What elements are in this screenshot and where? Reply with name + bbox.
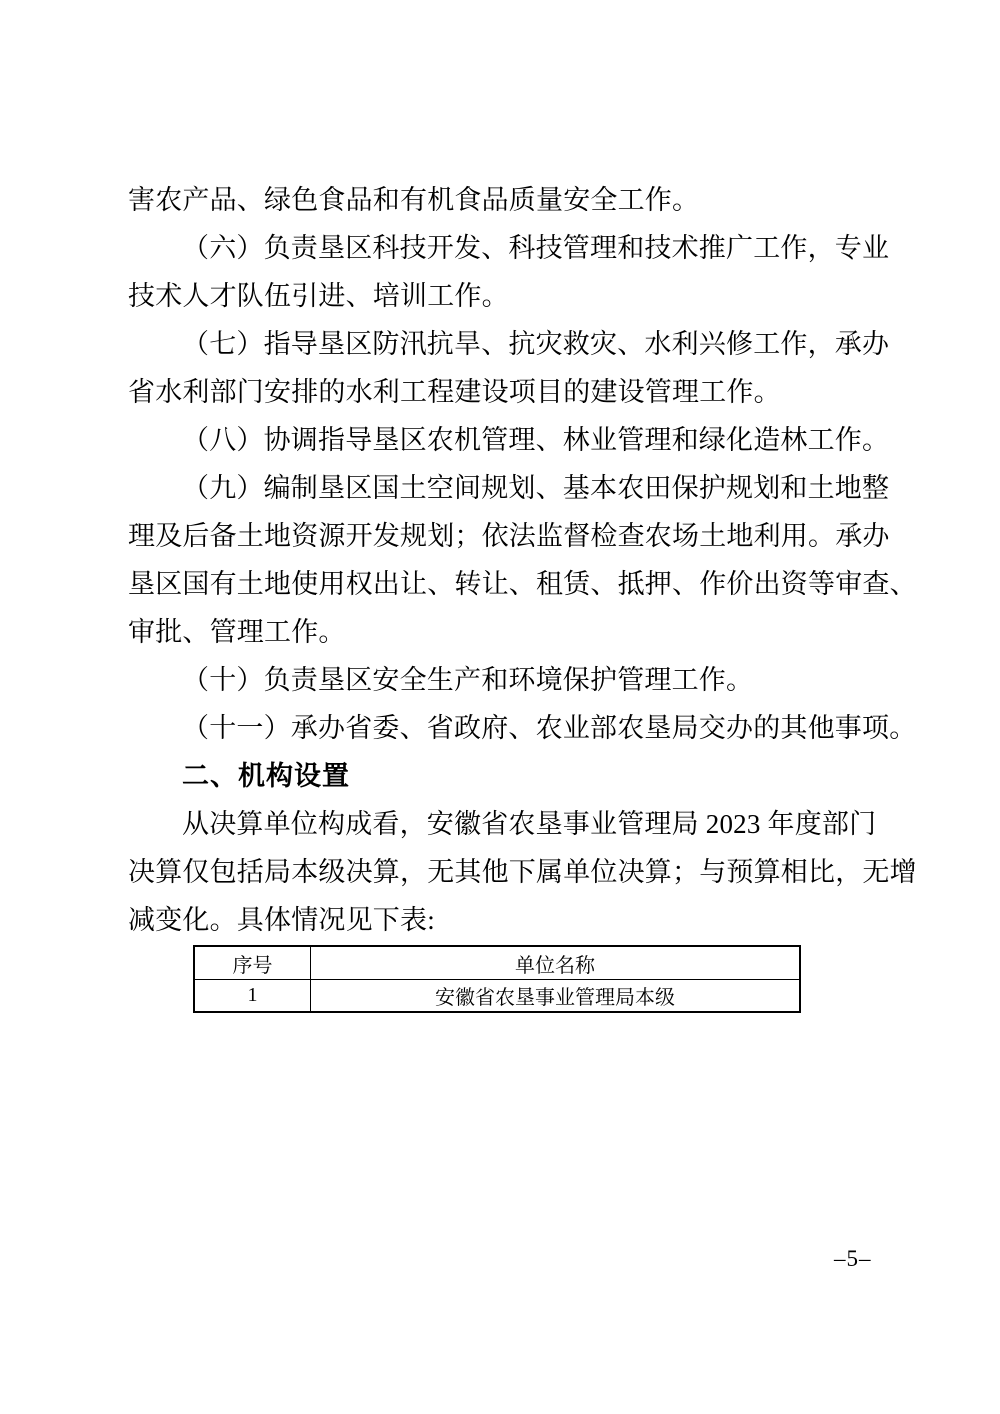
table-header-name: 单位名称: [311, 946, 801, 980]
section-heading-organization-setup: 二、机构设置: [182, 761, 350, 791]
text-line-item-6: （六）负责垦区科技开发、科技管理和技术推广工作，专业: [182, 233, 890, 263]
unit-table-container: [193, 945, 801, 1013]
table-cell-seq: 1: [194, 980, 311, 1013]
text-line: 理及后备土地资源开发规划；依法监督检查农场土地利用。承办: [128, 521, 890, 551]
table-header-seq: 序号: [194, 946, 311, 980]
text-line-item-11: （十一）承办省委、省政府、农业部农垦局交办的其他事项。: [182, 713, 917, 743]
text-line: 垦区国有土地使用权出让、转让、租赁、抵押、作价出资等审查、: [128, 569, 917, 599]
table-row: [194, 980, 800, 1013]
table-header-row: [194, 946, 800, 980]
unit-table: [193, 945, 801, 1013]
text-line: 决算仅包括局本级决算，无其他下属单位决算；与预算相比，无增: [128, 857, 917, 887]
text-line: 审批、管理工作。: [128, 617, 346, 647]
text-line: 省水利部门安排的水利工程建设项目的建设管理工作。: [128, 377, 781, 407]
page-number: –5–: [834, 1246, 872, 1271]
text-line: 减变化。具体情况见下表:: [128, 905, 435, 935]
document-body: [128, 176, 918, 944]
text-line: 技术人才队伍引进、培训工作。: [128, 281, 509, 311]
text-line-item-9: （九）编制垦区国土空间规划、基本农田保护规划和土地整: [182, 473, 890, 503]
text-line: 从决算单位构成看，安徽省农垦事业管理局 2023 年度部门: [182, 809, 877, 839]
text-line-item-8: （八）协调指导垦区农机管理、林业管理和绿化造林工作。: [182, 425, 890, 455]
text-line: 害农产品、绿色食品和有机食品质量安全工作。: [128, 185, 700, 215]
table-cell-name: 安徽省农垦事业管理局本级: [311, 980, 801, 1013]
text-line-item-7: （七）指导垦区防汛抗旱、抗灾救灾、水利兴修工作，承办: [182, 329, 890, 359]
text-line-item-10: （十）负责垦区安全生产和环境保护管理工作。: [182, 665, 754, 695]
